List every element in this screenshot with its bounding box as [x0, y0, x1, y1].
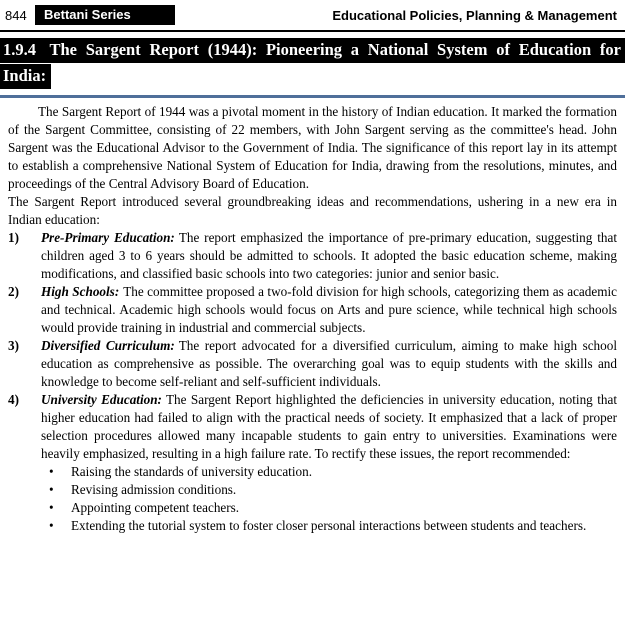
- section-title: The Sargent Report (1944): Pioneering a National System of Education for: [49, 40, 621, 59]
- section-number: 1.9.4: [3, 40, 36, 59]
- list-item-body: [41, 283, 617, 337]
- list-item-high-schools: [8, 283, 617, 337]
- list-item-lead: University Education:: [41, 392, 162, 407]
- header-divider: [0, 30, 625, 32]
- list-item-lead: Pre-Primary Education:: [41, 230, 175, 245]
- section-heading-line2: India:: [0, 64, 51, 89]
- list-item-body: [41, 229, 617, 283]
- list-item-lead: High Schools:: [41, 284, 120, 299]
- section-heading: [0, 38, 625, 89]
- list-item-body: [41, 337, 617, 391]
- list-item-pre-primary-education: [8, 229, 617, 283]
- list-number: 2): [8, 284, 19, 299]
- bullet-icon: •: [49, 464, 54, 479]
- paragraph-intro: The Sargent Report of 1944 was a pivotal moment in the history of Indian education. It marked the formation of the Sargent Committee, consisting of 22 members, with John Sargent serving as the committee's head. John Sargent was the Educational Advisor to the Government of India. The significance of this report lay in its attempt to establish a comprehensive National System of Education for India, drawing from the resolutions, minutes, and proceedings of the Central Advisory Board of Education.: [8, 104, 617, 191]
- list-item-diversified-curriculum: [8, 337, 617, 391]
- page-header: [0, 0, 625, 28]
- list-number: 4): [8, 392, 19, 407]
- bullet-icon: •: [49, 500, 54, 515]
- bullet-item: [41, 517, 617, 535]
- list-number: 1): [8, 230, 19, 245]
- page-number: 844: [5, 7, 27, 23]
- list-item-university-education: [8, 391, 617, 535]
- section-heading-line2-row: [0, 64, 625, 89]
- list-item-text: The Sargent Report highlighted the deficiencies in university education, noting that higher education had failed to align with the practical needs of society. It emphasized that a lack of proper selection procedures allowed many incapable students to gain entry to universities. Examinations were heavily emphasized, resulting in a high failure rate. To rectify these issues, the report recommended:: [41, 392, 617, 461]
- body-text: [0, 98, 625, 535]
- list-item-text: The committee proposed a two-fold division for high schools, categorizing them as academic and technical. Academic high schools would focus on Arts and pure science, while technical high schools would provide training in industrial and commercial subjects.: [41, 284, 618, 335]
- bullet-text: Raising the standards of university education.: [71, 464, 312, 479]
- paragraph-list-intro: The Sargent Report introduced several groundbreaking ideas and recommendations, ushering in a new era in Indian education:: [8, 194, 617, 227]
- list-item-lead: Diversified Curriculum:: [41, 338, 175, 353]
- bullet-icon: •: [49, 518, 54, 533]
- bullet-item: [41, 463, 617, 481]
- bullet-text: Appointing competent teachers.: [71, 500, 240, 515]
- bullet-text: Revising admission conditions.: [71, 482, 237, 497]
- bullet-item: [41, 481, 617, 499]
- series-badge: Bettani Series: [35, 5, 175, 25]
- list-item-body: [41, 391, 617, 535]
- list-number: 3): [8, 338, 19, 353]
- list-item-text: The report advocated for a diversified curriculum, aiming to make high school education as comprehensive as possible. The overarching goal was to equip students with the skills and knowledge to become self-reliant and self-sufficient individuals.: [41, 338, 618, 389]
- bullet-item: [41, 499, 617, 517]
- bullet-text: Extending the tutorial system to foster closer personal interactions between students and teachers.: [71, 518, 587, 533]
- section-heading-line1: [0, 38, 625, 63]
- bullet-icon: •: [49, 482, 54, 497]
- list-item-text: The report emphasized the importance of pre-primary education, suggesting that children aged 3 to 6 years should be admitted to schools. It adopted the basic education scheme, making modifications, and classified basic schools into two categories: junior and senior basic.: [41, 230, 617, 281]
- header-title: Educational Policies, Planning & Management: [332, 7, 617, 23]
